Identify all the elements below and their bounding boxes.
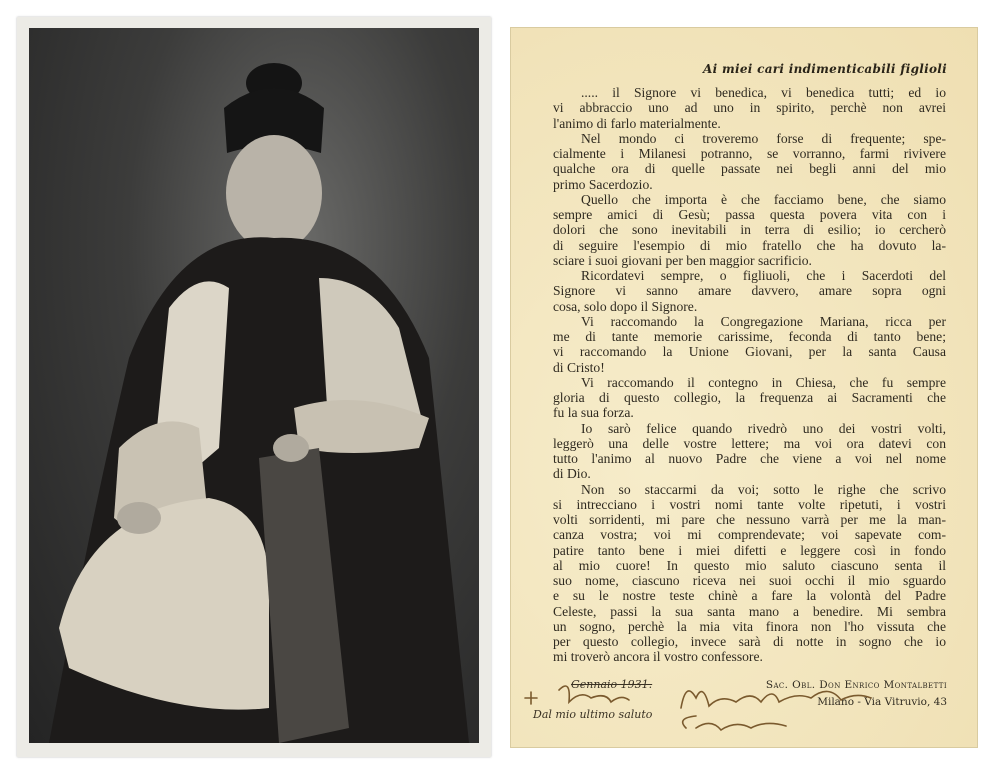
letter-line: cialmente i Milanesi potranno, se vorranno, farmi rivivere <box>553 146 946 161</box>
letter-line: per questo collegio, invece sarà di notte in sogno che io <box>553 634 946 649</box>
letter-line: me di tante memorie carissime, feconda di tanto bene; <box>553 329 946 344</box>
letter-line: dolori che sono inevitabili in terra di esilio; io cercherò <box>553 222 946 238</box>
letter-line: Ricordatevi sempre, o figliuoli, che i Sacerdoti del <box>581 268 946 283</box>
priest-figure-illustration <box>29 28 479 743</box>
letter-line: sempre amici di Gesù; passa questa povera vita con i <box>553 207 946 222</box>
letter-line: qualche ora di quelle passate nei begli anni del mio <box>553 161 946 177</box>
letter-line: Signore vi sanno amare davvero, amare sopra ogni <box>553 283 946 299</box>
letter-line: Vi raccomando il contegno in Chiesa, che fu sempre <box>581 374 946 390</box>
letter-postcard <box>510 27 978 748</box>
letter-title: Ai miei cari indimenticabili figlioli <box>703 62 947 76</box>
letter-line: un sogno, perchè la mia vita finora non l'ho vissuta che <box>553 618 946 634</box>
letter-line: Celeste, passi la sua santa mano a benedire. Mi sembra <box>553 603 946 619</box>
letter-line: volti sorridenti, mi pare che nessuno varrà per me la man- <box>553 512 946 527</box>
letter-line: primo Sacerdozio. <box>553 176 653 192</box>
printed-signature: Sac. Obl. Don Enrico Montalbetti <box>765 679 947 691</box>
portrait-photo <box>29 28 479 743</box>
letter-line: leggerò una delle vostre lettere; ma voi ora datevi con <box>553 435 946 451</box>
letter-line: fu la sua forza. <box>553 405 634 421</box>
letter-line: patire tanto bene i miei difetti e leggere così in fondo <box>553 542 946 558</box>
letter-line: sciare i suoi giovani per ben maggior sacrificio. <box>553 252 812 268</box>
letter-line: vi raccomando la Unione Giovani, per la santa Causa <box>553 344 946 360</box>
letter-line: vi abbraccio uno ad uno in spirito, perchè non avrei <box>553 100 946 116</box>
letter-line: e su le nostre teste chinè a fare la volontà del Padre <box>553 588 946 604</box>
letter-line: di Dio. <box>553 466 591 482</box>
letter-body <box>553 85 946 665</box>
letter-line: tutto l'animo al nuovo Padre che viene a voi nel nome <box>553 451 946 466</box>
letter-line: Io sarò felice quando rivedrò uno dei vostri volti, <box>581 420 946 436</box>
letter-line: cosa, solo dopo il Signore. <box>553 298 698 314</box>
letter-line: Nel mondo ci troveremo forse di frequente; spe- <box>581 130 946 146</box>
letter-line: Non so staccarmi da voi; sotto le righe che scrivo <box>581 481 946 497</box>
address: Milano - Via Vitruvio, 43 <box>817 696 947 708</box>
letter-line: canza vostra; voi mi comprendevate; voi sapevate com- <box>553 527 946 543</box>
letter-line: si intrecciano i vostri nomi tante volte ripetuti, i vostri <box>553 496 946 512</box>
letter-line: mi troverò ancora il vostro confessore. <box>553 649 763 665</box>
letter-line: di seguire l'esempio di mio fratello che ha dovuto la- <box>553 237 946 253</box>
letter-line: gloria di questo collegio, la frequenza ai Sacramenti che <box>553 390 946 405</box>
letter-line: di Cristo! <box>553 359 605 375</box>
letter-line: ..... il Signore vi benedica, vi benedica tutti; ed io <box>581 85 946 100</box>
letter-date: Gennaio 1931. <box>571 678 653 691</box>
letter-line: Vi raccomando la Congregazione Mariana, ricca per <box>581 313 946 329</box>
letter-line: suo nome, ciascuno riceva nei suoi occhi il mio sguardo <box>553 573 946 588</box>
letter-line: al mio cuore! In questo mio saluto ciascuno senta il <box>553 557 946 573</box>
portrait-postcard <box>17 17 491 757</box>
letter-salute: Dal mio ultimo saluto <box>533 708 653 721</box>
letter-line: l'animo di farlo materialmente. <box>553 115 721 131</box>
letter-line: Quello che importa è che facciamo bene, che siamo <box>581 191 946 207</box>
handwritten-signature <box>511 668 977 748</box>
